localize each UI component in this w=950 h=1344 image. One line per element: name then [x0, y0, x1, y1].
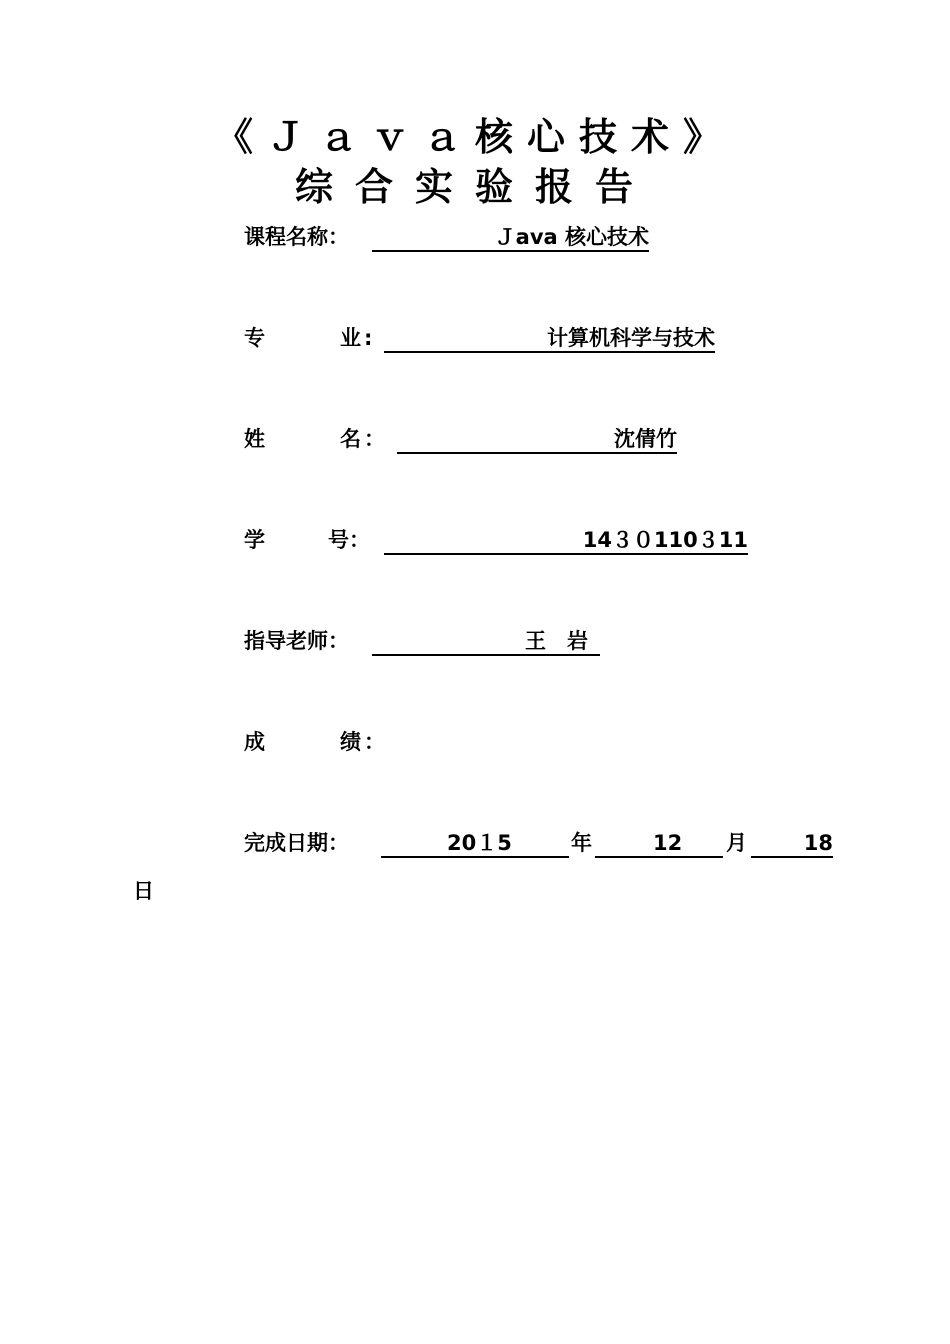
date-day-value: 18 — [751, 833, 833, 858]
advisor-label: 指导老师： — [244, 629, 349, 653]
report-title-line-2: 综合实验报告 — [294, 165, 655, 209]
course-label: 课程名称： — [244, 225, 349, 249]
report-title-line-1: 《Ｊａｖａ核心技术》 — [214, 115, 735, 159]
major-label: 专 业: — [244, 326, 376, 350]
student-id-value: 14３０110３11 — [384, 530, 748, 555]
student-id-label: 学 号： — [244, 528, 370, 552]
date-label: 完成日期： — [244, 831, 349, 855]
date-year-unit: 年 — [571, 831, 592, 855]
date-year-value: 20１5 — [381, 833, 569, 858]
name-label: 姓 名： — [244, 427, 388, 451]
course-value: Ｊava 核心技术 — [372, 227, 649, 252]
date-day-unit: 日 — [133, 879, 154, 903]
name-value: 沈倩竹 — [397, 429, 677, 454]
date-month-value: 12 — [595, 833, 723, 858]
advisor-value: 王 岩 — [372, 631, 600, 656]
major-value: 计算机科学与技术 — [384, 328, 715, 353]
grade-label: 成 绩： — [244, 730, 388, 754]
date-month-unit: 月 — [726, 831, 747, 855]
